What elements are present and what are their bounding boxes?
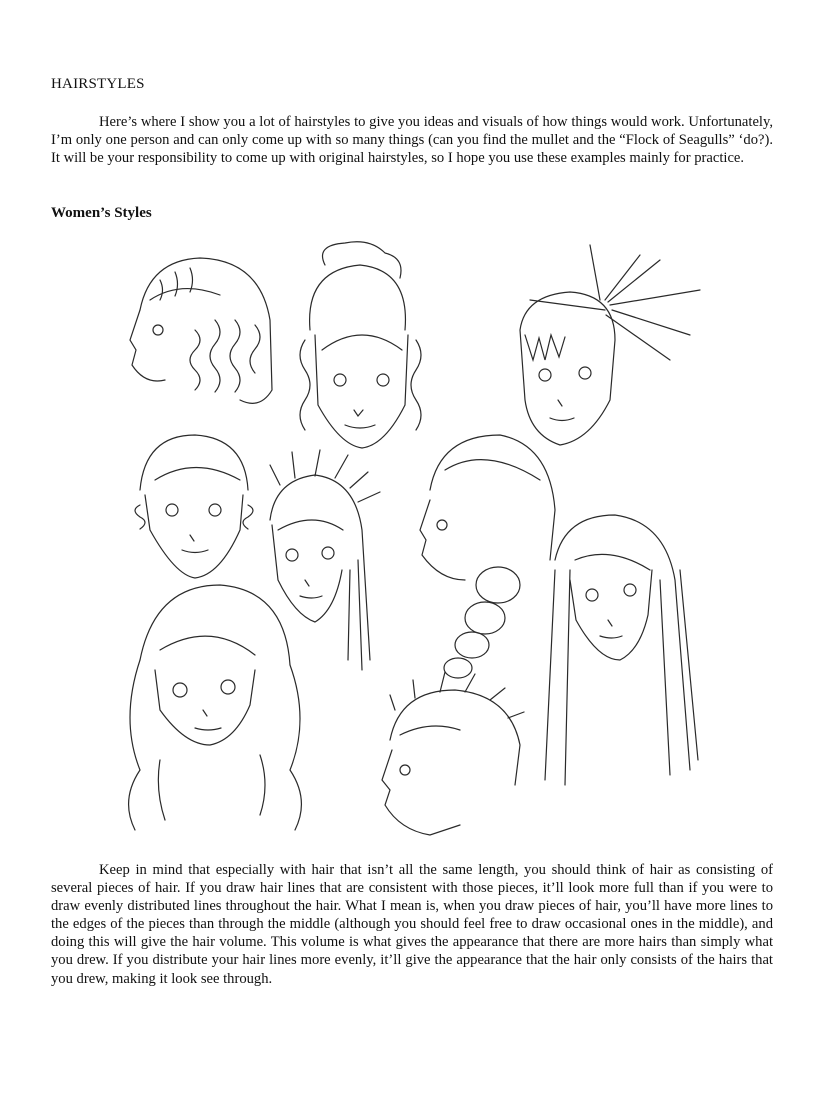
sketch-short-tousled-profile [382, 672, 524, 835]
sketch-long-straight [545, 515, 698, 785]
sketch-bubble-braid [420, 435, 555, 678]
sketch-short-curled-bob [135, 435, 253, 578]
tips-text: Keep in mind that especially with hair that isn’t all the same length, you should think of hair as consisting of several pieces of hair. If you draw hair lines that are consistent with those pieces, it’ll look more full than if you were to draw evenly distributed lines throughout the hair. What I mean is, when you draw pieces of hair, you’ll have more lines to the edges of the pieces than through the middle (although you should feel free to draw occasional ones in the middle), and doing this will give the hair volume. This volume is what gives the appearance that there are more hairs than simply what you drew. If you distribute your hair lines more evenly, it’ll give the appearance that the hair only consists of the hairs that you drew, making it look see through. [51, 862, 773, 987]
intro-text: Here’s where I show you a lot of hairstyles to give you ideas and visuals of how things would work. Unfortunately, I’m only one person and can only come up with so many things (can you find the mullet and the “Flock of Seagulls” ‘do?). It will be your responsibility to come up with original hairstyles, so I hope you use these examples mainly for practice. [51, 114, 773, 167]
sketch-curly-updo-front [300, 242, 421, 448]
hairstyles-illustration [100, 240, 720, 850]
tips-paragraph [51, 861, 773, 988]
sketch-curly-bob-profile [130, 258, 272, 403]
sketch-spiky-ponytail [520, 245, 700, 445]
section-subheading: Women’s Styles [51, 205, 152, 221]
intro-paragraph [51, 113, 773, 167]
sketch-spiky-mullet [270, 450, 380, 670]
page-heading: HAIRSTYLES [51, 76, 145, 92]
sketch-long-wavy [129, 585, 302, 830]
